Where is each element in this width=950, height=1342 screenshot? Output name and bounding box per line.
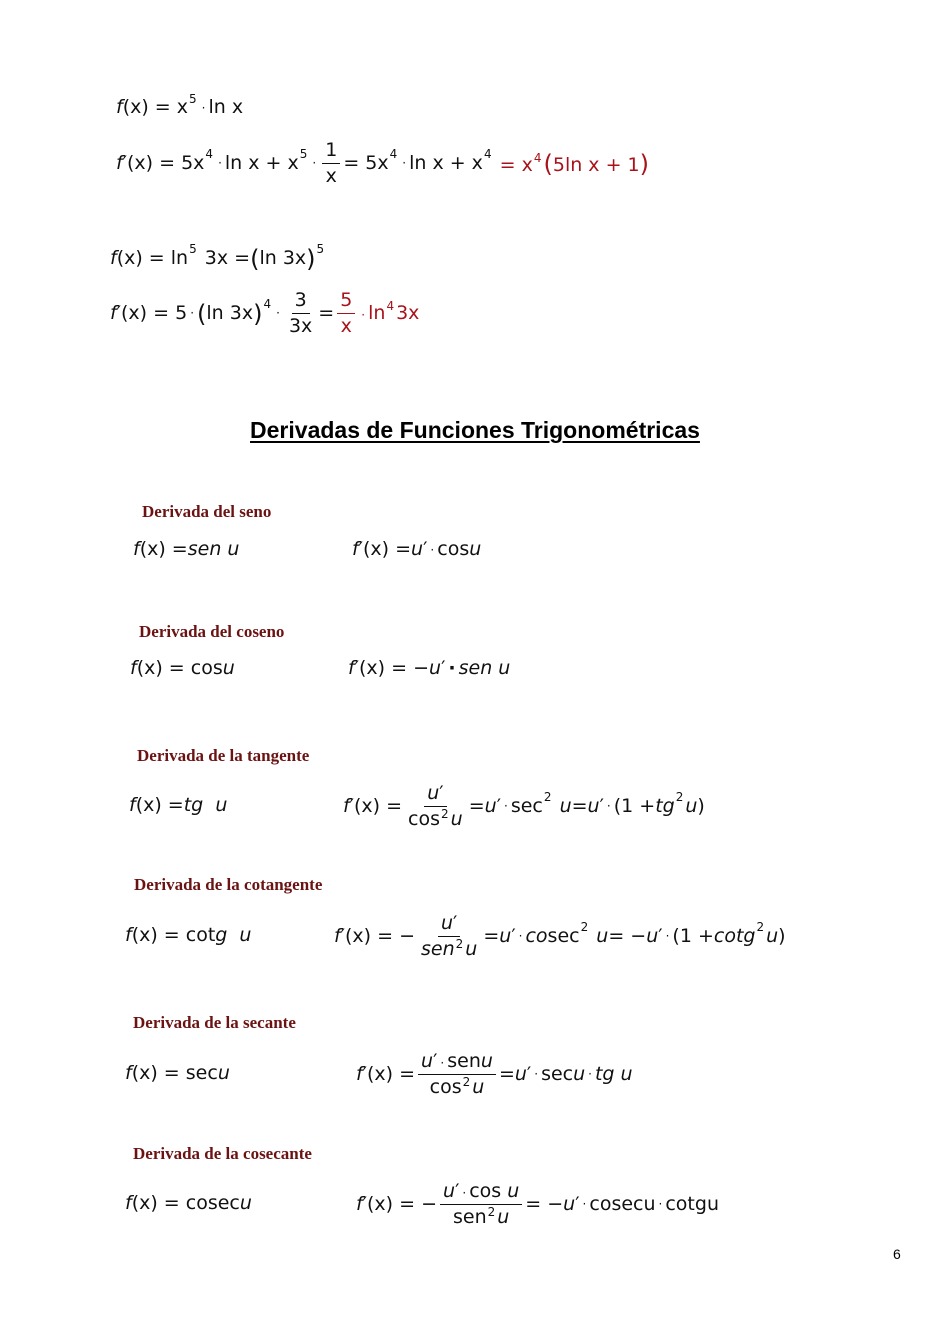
log-example-1-derivative: f ′(x) = 5x 4 · ln x + x 5 · $\frac{1}{x}$ = 5x 4 · ln x + x 4 = $x^4(5\ln$ x + 1) (116, 139, 650, 187)
sin-derivative: f ′(x) = u ′ · cos u (352, 538, 482, 560)
page-number: 6 (893, 1246, 901, 1262)
label-csc: Derivada de la cosecante (133, 1144, 312, 1163)
label-sec: Derivada de la secante (133, 1013, 296, 1032)
cos-derivative: f ′(x) = − u ′ · sen u (348, 657, 511, 679)
tan-function: f (x) = tg u (129, 794, 228, 816)
label-cot: Derivada de la cotangente (134, 875, 323, 894)
log-example-1-function: f (x) = x 5 · ln x (116, 91, 244, 118)
csc-function: f (x) = cosec u (125, 1192, 252, 1214)
log-example-2-function: f (x) = ln 5 3x = ( ln 3x ) 5 (110, 242, 325, 273)
cos-function: f (x) = cos u (130, 657, 235, 679)
label-tan: Derivada de la tangente (137, 746, 310, 765)
log-example-2-derivative: f ′(x) = 5 · ( ln 3x ) 4 · $\frac{3}{3x}$ = $\frac{5}{x}$ · $\ln^4 3x$ (110, 289, 420, 337)
csc-derivative: f ′(x) = − $\frac{\text{u′ · cos u}}{sen^2 u}$ = − u ′ · cosecu · cotgu (356, 1180, 719, 1228)
sec-derivative: f ′(x) = $\frac{\text{u′ · senu}}{\cos^2 u}$ = u ′ · sec u · tg u (356, 1050, 633, 1098)
sec-function: f (x) = sec u (125, 1062, 230, 1084)
cot-derivative: f ′(x) = − $\frac{u'}{sen^2 u}$ = u ′ · co sec 2 u = − u ′ · (1 + cotg 2 u ) (334, 912, 786, 960)
section-title: Derivadas de Funciones Trigonométricas (250, 417, 700, 443)
tan-derivative: f ′(x) = $\frac{u'}{\cos^2 u}$ = u ′ · sec 2 u = u ′ · (1 + tg 2 u ) (343, 782, 705, 830)
sin-function: f (x) = sen u (133, 538, 240, 560)
label-cos: Derivada del coseno (139, 622, 285, 641)
label-sin: Derivada del seno (142, 502, 272, 521)
cot-function: f (x) = cot g u (125, 924, 252, 946)
